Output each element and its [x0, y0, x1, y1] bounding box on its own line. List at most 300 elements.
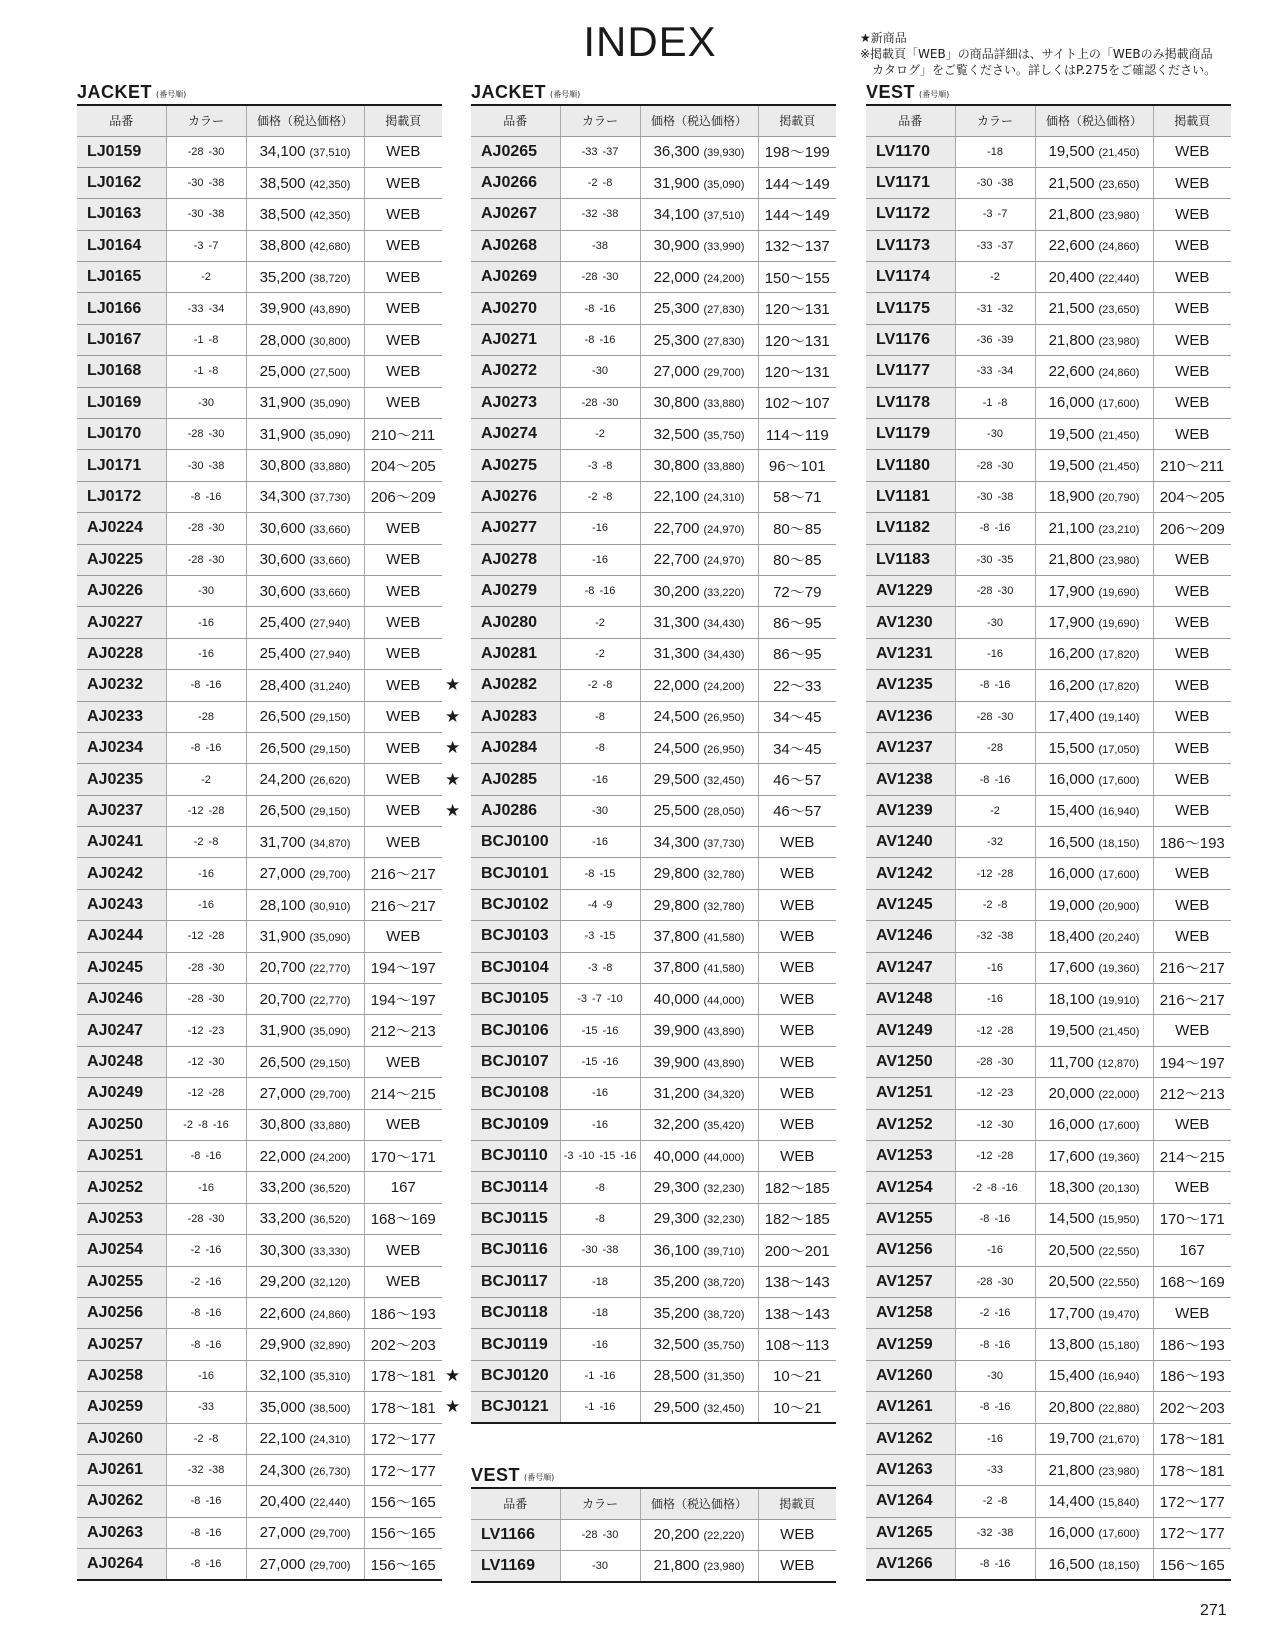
price-with-tax: (21,450): [1098, 429, 1140, 442]
price: 35,200: [653, 1304, 700, 1322]
price-cell: [640, 1015, 758, 1046]
catalog-page: 34〜45: [758, 732, 836, 763]
color-codes: -30 -38: [166, 167, 246, 198]
product-code-cell: [77, 1423, 166, 1454]
price: 22,600: [1048, 362, 1095, 380]
price-with-tax: (27,940): [309, 618, 351, 631]
product-code-cell: [866, 1517, 955, 1548]
price-with-tax: (33,660): [309, 555, 351, 568]
price-with-tax: (27,830): [703, 335, 745, 348]
price-with-tax: (35,420): [703, 1120, 745, 1133]
table-row: [866, 1486, 1231, 1517]
product-code: AV1266: [876, 1555, 933, 1573]
price: 15,400: [1048, 802, 1095, 820]
col-header-color: カラー: [560, 105, 640, 136]
price-cell: [246, 167, 364, 198]
color-codes: -2 -8: [166, 1423, 246, 1454]
page-number: 271: [1200, 1602, 1227, 1619]
color-codes: -16: [166, 607, 246, 638]
product-code: LJ0168: [87, 362, 142, 380]
price-with-tax: (19,360): [1098, 963, 1140, 976]
price-with-tax: (34,430): [703, 618, 745, 631]
price-cell: [246, 450, 364, 481]
price-cell: [1035, 1486, 1153, 1517]
product-code-cell: [77, 481, 166, 512]
product-code: LV1175: [876, 299, 930, 317]
product-code-cell: [445, 764, 560, 795]
price-cell: [640, 230, 758, 261]
price-cell: [246, 1517, 364, 1548]
price-with-tax: (29,150): [309, 1057, 351, 1070]
price: 29,300: [653, 1210, 700, 1228]
catalog-page: 108〜113: [758, 1329, 836, 1360]
price-cell: [640, 670, 758, 701]
product-code: AJ0253: [87, 1209, 144, 1227]
price-cell: [1035, 732, 1153, 763]
product-code: BCJ0101: [481, 864, 549, 882]
price-with-tax: (35,090): [309, 429, 351, 442]
price-cell: [246, 1109, 364, 1140]
color-codes: -28: [955, 732, 1035, 763]
price: 39,900: [653, 1022, 700, 1040]
product-code-cell: [77, 167, 166, 198]
product-code-cell: [77, 1203, 166, 1234]
catalog-page: 186〜193: [1153, 1329, 1231, 1360]
table-row: [471, 1046, 836, 1077]
color-codes: -33 -34: [166, 293, 246, 324]
price: 16,000: [1048, 771, 1095, 788]
web-note-line-1: ※掲載頁「WEB」の商品詳細は、サイト上の「WEBのみ掲載商品: [860, 47, 1213, 61]
price-cell: [1035, 1015, 1153, 1046]
table-row: [77, 356, 442, 387]
product-code: AJ0265: [481, 142, 538, 160]
price: 30,200: [653, 582, 700, 600]
index-table: [471, 1487, 836, 1583]
catalog-page: 202〜203: [1153, 1392, 1231, 1423]
product-code: AJ0242: [87, 864, 144, 882]
product-code-cell: [77, 1266, 166, 1297]
price: 36,100: [653, 1241, 700, 1259]
table-row: [77, 293, 442, 324]
catalog-page: 178〜181: [1153, 1423, 1231, 1454]
product-code-cell: [866, 387, 955, 418]
table-row: [471, 513, 836, 544]
table-row: [77, 889, 442, 920]
price-with-tax: (34,320): [703, 1088, 745, 1101]
product-code-cell: [866, 1015, 955, 1046]
price-with-tax: (41,580): [703, 931, 745, 944]
color-codes: -2 -8: [955, 1486, 1035, 1517]
color-codes: -16: [955, 984, 1035, 1015]
price-with-tax: (12,870): [1097, 1057, 1139, 1070]
color-codes: -8 -16: [166, 1517, 246, 1548]
price-with-tax: (23,650): [1098, 178, 1140, 191]
price-cell: [1035, 262, 1153, 293]
price: 25,400: [259, 645, 306, 663]
price-with-tax: (35,090): [309, 398, 351, 411]
price-cell: [246, 1297, 364, 1328]
catalog-page: WEB: [1153, 324, 1231, 355]
price: 33,200: [259, 1179, 306, 1197]
price-with-tax: (32,230): [703, 1214, 745, 1227]
product-code-cell: [866, 450, 955, 481]
price: 35,000: [259, 1398, 306, 1416]
table-row: [77, 732, 442, 763]
product-code: AJ0251: [87, 1147, 144, 1165]
price-with-tax: (27,830): [703, 304, 745, 317]
catalog-page: 138〜143: [758, 1297, 836, 1328]
price-cell: [1035, 1297, 1153, 1328]
price-with-tax: (24,970): [703, 523, 745, 536]
price-cell: [640, 513, 758, 544]
catalog-page: WEB: [364, 544, 442, 575]
product-code-cell: [77, 1486, 166, 1517]
price: 30,800: [259, 1116, 306, 1134]
table-row: [866, 1235, 1231, 1266]
catalog-page: 96〜101: [758, 450, 836, 481]
price-with-tax: (38,720): [703, 1277, 745, 1290]
catalog-page: 204〜205: [364, 450, 442, 481]
price: 29,500: [653, 1398, 700, 1416]
table-row: [471, 889, 836, 920]
product-code: AJ0279: [481, 582, 538, 600]
table-row: [866, 701, 1231, 732]
price-cell: [246, 1423, 364, 1454]
color-codes: -16: [166, 638, 246, 669]
product-code-cell: [866, 1454, 955, 1485]
catalog-page: WEB: [1153, 638, 1231, 669]
table-row: [77, 638, 442, 669]
product-code: LV1171: [876, 174, 930, 192]
product-code: AJ0225: [87, 550, 144, 568]
product-code: AV1259: [876, 1335, 933, 1353]
product-code-cell: [866, 136, 955, 167]
price-cell: [246, 638, 364, 669]
product-code-cell: [866, 858, 955, 889]
price-cell: [640, 450, 758, 481]
product-code: BCJ0121: [481, 1398, 549, 1416]
product-code-cell: [77, 889, 166, 920]
color-codes: -31 -32: [955, 293, 1035, 324]
product-code-cell: [866, 921, 955, 952]
product-code: AJ0274: [481, 425, 538, 443]
product-code: BCJ0114: [481, 1178, 548, 1196]
table-row: [866, 1046, 1231, 1077]
catalog-page: WEB: [1153, 1172, 1231, 1203]
catalog-page: WEB: [1153, 230, 1231, 261]
catalog-page: WEB: [364, 199, 442, 230]
color-codes: -8: [560, 732, 640, 763]
price-with-tax: (29,150): [309, 712, 351, 725]
catalog-page: 172〜177: [1153, 1517, 1231, 1548]
catalog-page: 186〜193: [1153, 827, 1231, 858]
catalog-page: 34〜45: [758, 701, 836, 732]
product-code: BCJ0107: [481, 1053, 549, 1071]
price-with-tax: (15,950): [1098, 1214, 1140, 1227]
price-cell: [246, 1046, 364, 1077]
color-codes: -16: [560, 1109, 640, 1140]
product-code-cell: [866, 324, 955, 355]
color-codes: -2 -8: [166, 827, 246, 858]
price: 21,800: [653, 1557, 700, 1575]
product-code-cell: [77, 1141, 166, 1172]
price-cell: [640, 1392, 758, 1423]
price-cell: [640, 1141, 758, 1172]
catalog-page: WEB: [364, 732, 442, 763]
price: 28,400: [259, 676, 306, 694]
product-code-cell: [77, 1109, 166, 1140]
color-codes: -8 -16: [955, 764, 1035, 795]
table-row: [77, 544, 442, 575]
price: 18,100: [1048, 990, 1095, 1008]
price: 27,000: [259, 865, 306, 883]
product-code-cell: [866, 199, 955, 230]
price-cell: [246, 1266, 364, 1297]
product-code: AV1238: [876, 770, 933, 788]
col-header-page: 掲載頁: [758, 105, 836, 136]
color-codes: -2: [166, 764, 246, 795]
price-cell: [640, 952, 758, 983]
price: 29,800: [653, 865, 700, 883]
table-header-row: [471, 1488, 836, 1519]
price: 33,200: [259, 1210, 306, 1228]
color-codes: -28 -30: [560, 387, 640, 418]
price-with-tax: (23,980): [1098, 335, 1140, 348]
price: 29,200: [259, 1273, 306, 1291]
price-with-tax: (33,330): [309, 1245, 351, 1258]
table-row: [77, 1203, 442, 1234]
price-cell: [640, 607, 758, 638]
price-cell: [246, 1486, 364, 1517]
price: 21,500: [1048, 174, 1095, 192]
color-codes: -16: [560, 827, 640, 858]
product-code: AJ0282: [481, 676, 538, 694]
table-row: [866, 450, 1231, 481]
price: 19,700: [1048, 1430, 1095, 1448]
product-code-cell: [866, 1235, 955, 1266]
catalog-page: 144〜149: [758, 167, 836, 198]
catalog-page: 10〜21: [758, 1360, 836, 1391]
product-code: LV1183: [876, 550, 930, 568]
price-cell: [640, 638, 758, 669]
catalog-page: 194〜197: [364, 952, 442, 983]
catalog-page: WEB: [364, 764, 442, 795]
price-with-tax: (15,840): [1098, 1496, 1140, 1509]
product-code-cell: [445, 701, 560, 732]
catalog-page: WEB: [1153, 732, 1231, 763]
color-codes: -28 -30: [166, 952, 246, 983]
new-item-star-icon: ★: [445, 738, 461, 758]
price-cell: [1035, 199, 1153, 230]
price: 20,800: [1048, 1398, 1095, 1416]
catalog-page: WEB: [364, 827, 442, 858]
price: 27,000: [259, 1524, 306, 1542]
color-codes: -8 -16: [955, 1392, 1035, 1423]
product-code-cell: [471, 324, 560, 355]
product-code-cell: [77, 199, 166, 230]
product-code-cell: [471, 921, 560, 952]
table-row: [866, 1078, 1231, 1109]
color-codes: -30: [166, 575, 246, 606]
catalog-page: WEB: [758, 1141, 836, 1172]
product-code-cell: [471, 952, 560, 983]
price-with-tax: (29,700): [309, 869, 351, 882]
table-row: [866, 1141, 1231, 1172]
table-row: [471, 1015, 836, 1046]
price-with-tax: (41,580): [703, 963, 745, 976]
price: 21,800: [1048, 1461, 1095, 1479]
price-cell: [246, 230, 364, 261]
product-code-cell: [866, 764, 955, 795]
product-code-cell: [471, 230, 560, 261]
table-row: [471, 324, 836, 355]
product-code-cell: [471, 858, 560, 889]
color-codes: -2: [166, 262, 246, 293]
product-code-cell: [471, 607, 560, 638]
price-with-tax: (20,900): [1098, 900, 1140, 913]
price-cell: [246, 199, 364, 230]
product-code: AJ0285: [481, 770, 538, 788]
product-code-cell: [866, 1078, 955, 1109]
color-codes: -32 -38: [560, 199, 640, 230]
product-code-cell: [77, 1329, 166, 1360]
price-with-tax: (23,980): [703, 1561, 745, 1574]
catalog-page: WEB: [1153, 889, 1231, 920]
catalog-page: WEB: [758, 1015, 836, 1046]
price: 22,700: [653, 519, 700, 537]
price-with-tax: (27,940): [309, 649, 351, 662]
color-codes: -33: [955, 1454, 1035, 1485]
table-row: [77, 1486, 442, 1517]
product-code: AJ0224: [87, 519, 144, 537]
catalog-page: WEB: [364, 1235, 442, 1266]
price: 11,700: [1049, 1053, 1094, 1071]
product-code-cell: [866, 1203, 955, 1234]
color-codes: -18: [560, 1266, 640, 1297]
price: 30,800: [259, 457, 306, 475]
product-code: BCJ0103: [481, 927, 549, 945]
table-row: [77, 230, 442, 261]
product-code: AJ0264: [87, 1555, 144, 1573]
color-codes: -28 -30: [955, 575, 1035, 606]
price-cell: [640, 575, 758, 606]
price: 30,800: [653, 457, 700, 475]
color-codes: -8 -16: [560, 575, 640, 606]
price-with-tax: (24,310): [703, 492, 745, 505]
price-cell: [640, 136, 758, 167]
section-subtitle: (番号順): [550, 90, 581, 99]
price-cell: [1035, 1172, 1153, 1203]
price: 17,600: [1048, 959, 1095, 977]
product-code: AV1264: [876, 1492, 933, 1510]
price: 20,500: [1048, 1273, 1095, 1291]
catalog-page: WEB: [1153, 136, 1231, 167]
catalog-page: 86〜95: [758, 607, 836, 638]
vest-section-2: [866, 81, 1231, 1581]
section-header: [866, 81, 1231, 104]
price-cell: [640, 921, 758, 952]
price-with-tax: (24,310): [309, 1434, 351, 1447]
price: 34,100: [259, 143, 306, 161]
price: 21,800: [1048, 205, 1095, 223]
section-title: JACKET: [77, 82, 153, 102]
product-code: LV1169: [481, 1556, 535, 1574]
color-codes: -12 -30: [955, 1109, 1035, 1140]
color-codes: -8 -16: [166, 1297, 246, 1328]
price: 22,000: [653, 676, 700, 694]
price: 20,700: [259, 959, 306, 977]
price: 31,900: [259, 1022, 306, 1040]
price: 27,000: [259, 1555, 306, 1573]
price-cell: [246, 670, 364, 701]
product-code: LJ0163: [87, 205, 142, 223]
price-cell: [1035, 795, 1153, 826]
product-code-cell: [471, 1519, 560, 1550]
table-row: [866, 167, 1231, 198]
catalog-page: 186〜193: [1153, 1360, 1231, 1391]
product-code: AJ0232: [87, 676, 144, 694]
color-codes: -8 -16: [955, 670, 1035, 701]
notes: [860, 30, 1270, 78]
table-row: [77, 1454, 442, 1485]
table-row: [471, 858, 836, 889]
color-codes: -30: [560, 356, 640, 387]
product-code-cell: [445, 670, 560, 701]
product-code: AV1248: [876, 990, 933, 1008]
catalog-page: WEB: [758, 1046, 836, 1077]
product-code-cell: [471, 1172, 560, 1203]
table-row: [471, 575, 836, 606]
product-code-cell: [471, 1203, 560, 1234]
price-cell: [246, 513, 364, 544]
price: 30,900: [653, 237, 700, 255]
table-row: [866, 1266, 1231, 1297]
catalog-page: WEB: [364, 638, 442, 669]
price-with-tax: (43,890): [703, 1057, 745, 1070]
color-codes: -32 -38: [166, 1454, 246, 1485]
price-with-tax: (32,890): [309, 1340, 351, 1353]
product-code: BCJ0104: [481, 958, 549, 976]
catalog-page: WEB: [1153, 701, 1231, 732]
price-cell: [246, 1454, 364, 1485]
price-cell: [1035, 827, 1153, 858]
price-cell: [1035, 293, 1153, 324]
price: 25,300: [653, 300, 700, 318]
product-code-cell: [471, 984, 560, 1015]
price: 18,900: [1048, 488, 1095, 506]
product-code-cell: [866, 1141, 955, 1172]
price-with-tax: (17,600): [1098, 1120, 1140, 1133]
table-row: [866, 136, 1231, 167]
color-codes: -1 -16: [560, 1392, 640, 1423]
table-row: [866, 795, 1231, 826]
table-row: [471, 1235, 836, 1266]
product-code-cell: [866, 795, 955, 826]
table-row: [471, 262, 836, 293]
price-cell: [640, 1266, 758, 1297]
product-code-cell: [866, 1172, 955, 1203]
price-with-tax: (32,120): [309, 1277, 351, 1290]
price: 19,500: [1048, 143, 1095, 161]
price: 31,300: [653, 614, 700, 632]
price-cell: [640, 827, 758, 858]
color-codes: -15 -16: [560, 1046, 640, 1077]
table-row: [471, 952, 836, 983]
catalog-page: 120〜131: [758, 293, 836, 324]
table-row: [866, 1360, 1231, 1391]
product-code-cell: [77, 1172, 166, 1203]
price: 26,500: [259, 1053, 306, 1071]
